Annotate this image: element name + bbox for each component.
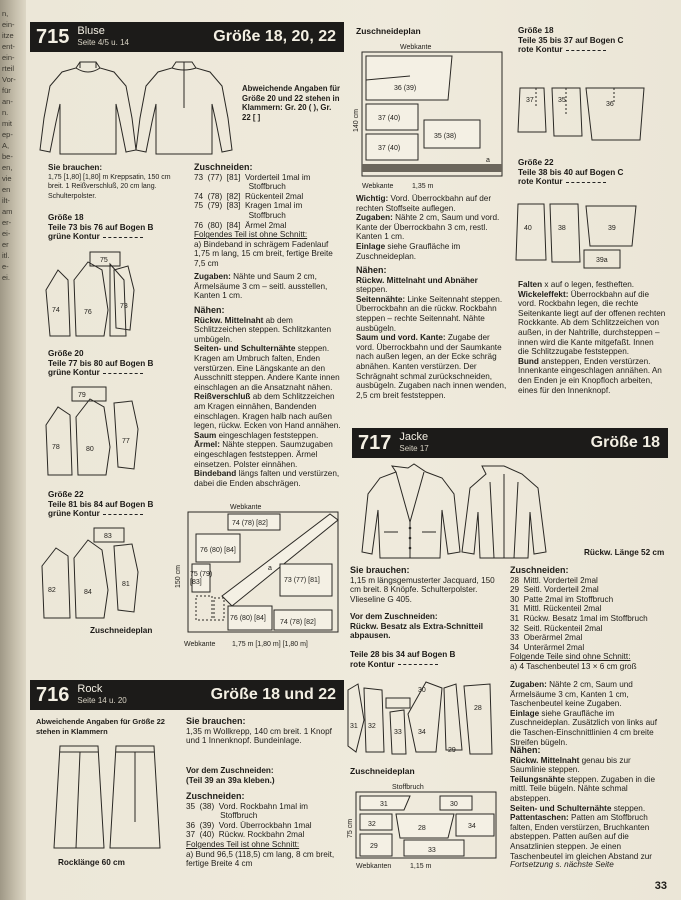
cutting-717 (510, 566, 668, 672)
sewing-step (510, 775, 668, 804)
step-keyword: Seitennähte: (356, 294, 406, 304)
needs-717 (350, 566, 502, 604)
step-text: längs falten und verstürzen, dabei die Enden abschrägen. (194, 469, 340, 488)
step-keyword: Saum (194, 430, 217, 440)
allowance-item (510, 680, 668, 709)
cutting-line: 31 Mittl. Rückenteil 2mal (510, 604, 602, 614)
svg-text:34: 34 (418, 729, 426, 736)
svg-text:31: 31 (380, 801, 388, 808)
jacket-pattern-pieces (346, 680, 502, 758)
plan-width: 1,15 m (410, 863, 432, 870)
gutter-line: e- (2, 262, 9, 271)
gutter-line: ilt- (2, 196, 10, 205)
step-keyword: Rückw. Mittelnaht und Abnäher (356, 275, 478, 285)
plan-edge-top: Webkante (230, 504, 262, 511)
extra-text: a) Bund 96,5 (118,5) cm lang, 8 cm breit, fertige Breite 4 cm (186, 849, 335, 869)
svg-text:33: 33 (394, 729, 402, 736)
cutting-line: Stoffbruch (186, 811, 258, 821)
svg-text:75: 75 (100, 257, 108, 264)
plan-height: 140 cm (353, 109, 360, 132)
cutting-plan-label-715: Zuschneideplan (90, 626, 153, 635)
svg-text:33: 33 (428, 847, 436, 854)
sewing-step (194, 392, 342, 430)
step-text: Nähte 2 cm, Saum und Ärmelsäume 3 cm, Kanten 1 cm, Taschenbeutel keine Zugaben. (510, 680, 633, 709)
plan-edge-top: Stoffbruch (392, 784, 424, 791)
needs-text: 1,15 m längsgemusterter Jacquard, 150 cm breit. 8 Knöpfe. Schulterpolster. Vlieseline G 405. (350, 575, 495, 604)
cutting-715 (194, 163, 342, 269)
pattern-title: Jacke (399, 431, 429, 443)
size-parts: Teile 77 bis 80 auf Bogen B (48, 358, 154, 368)
pattern-pieces-size20 (44, 385, 179, 480)
cutting-line: Stoffbruch (194, 210, 286, 220)
skirt-illustration (54, 742, 164, 854)
needs-title: Sie brauchen: (350, 565, 410, 575)
step-keyword: Einlage (510, 708, 540, 718)
plan-edge-bottom: Webkante (362, 183, 394, 190)
skirt-pattern-pieces-size18 (516, 86, 666, 146)
cutting-plan-title-717: Zuschneideplan (350, 766, 415, 776)
pattern-pieces-size22 (40, 526, 180, 621)
pattern-number: 715 (36, 25, 70, 48)
header-716 (30, 680, 344, 710)
needs-text: 1,35 m Wollkrepp, 140 cm breit. 1 Knopf und 1 Innenknopf. Bundeinlage. (186, 726, 332, 746)
step-text: siehe Graufläche im Zuschneideplan. (356, 241, 461, 261)
svg-text:[83]: [83] (190, 579, 202, 586)
step-text: steppen. (611, 803, 646, 813)
header-717 (352, 428, 668, 458)
size-title: Größe 22 (518, 158, 554, 167)
cutting-line: 73 (77) [81] Vorderteil 1mal im (194, 172, 311, 182)
svg-text:84: 84 (84, 589, 92, 596)
deviation-note-715: Abweichende Angaben für Größe 20 und 22 stehen in Klammern: Gr. 20 ( ), Gr. 22 [ ] (242, 84, 341, 122)
size-contour: rote Kontur (518, 177, 668, 187)
svg-text:76 (80) [84]: 76 (80) [84] (200, 547, 236, 554)
pattern-title: Bluse (77, 25, 105, 37)
sewing-step (510, 756, 668, 775)
step-keyword: Rückw. Mittelnaht (194, 315, 264, 325)
cutting-line: 36 (39) Vord. Überrockbahn 1mal (186, 820, 312, 830)
step-text: steppen. Kragen am Umbruch falten, Enden verstürzen. Eine Längskante an den Ausschnitt steppen. Andere Kante innen einschlagen an die Ansatznaht nähen. (194, 344, 340, 392)
gutter-line: mit (2, 119, 12, 128)
step-text: ab dem Schlitzzeichen steppen. Schlitzkanten umbügeln. (194, 315, 331, 344)
allow-label: Zugaben: (194, 272, 231, 281)
back-length: Rückw. Länge 52 cm (584, 548, 665, 557)
cutting-716 (186, 792, 344, 869)
svg-text:28: 28 (418, 825, 426, 832)
size-title: Größe 18 (518, 26, 554, 35)
sewing-step (194, 316, 342, 345)
pattern-size: Größe 18 und 22 (210, 686, 336, 703)
step-keyword: Bindeband (194, 469, 237, 479)
step-keyword: Pattentaschen: (510, 813, 569, 823)
svg-text:74 (78) [82]: 74 (78) [82] (280, 619, 316, 626)
allowance-item (510, 709, 668, 747)
jacket-illustration (362, 462, 562, 562)
sewing-step (356, 295, 508, 333)
sewing-step (518, 290, 666, 357)
gutter-line: rteil (2, 64, 15, 73)
gutter-line: er- (2, 218, 12, 227)
sewing-steps (356, 276, 508, 401)
extra-text: a) 4 Taschenbeutel 13 × 6 cm groß (510, 661, 637, 671)
svg-text:29: 29 (370, 843, 378, 850)
cutting-list (186, 802, 344, 840)
svg-text:31: 31 (350, 723, 358, 730)
svg-text:76 (80) [84]: 76 (80) [84] (230, 615, 266, 622)
gutter-line: be- (2, 152, 13, 161)
important-notes-716 (356, 194, 508, 261)
needs-715 (48, 163, 186, 201)
step-keyword: Einlage (356, 241, 386, 251)
svg-text:35: 35 (558, 97, 566, 104)
note-item (356, 194, 508, 213)
size-parts: Teile 35 bis 37 auf Bogen C (518, 35, 624, 45)
step-text: Überrockbahn auf die vord. Rockbahn legen, die rechte Seitenkante liegt auf der offenen rechten Rockkante. Ab dem Schlitzzeichen von außen, in der Nahtrille, durchsteppen – innen wird die Kante mitgefaßt. Innen die Schlitzzugabe feststeppen. (518, 289, 666, 357)
sewing-step (356, 276, 508, 295)
svg-text:36: 36 (606, 101, 614, 108)
size-contour: grüne Kontur (48, 368, 188, 378)
step-keyword: Bund (518, 356, 539, 366)
plan-width: 1,35 m (412, 183, 434, 190)
allowances-715 (194, 272, 342, 301)
svg-text:39a: 39a (596, 257, 608, 264)
size-parts: Teile 73 bis 76 auf Bogen B (48, 222, 154, 232)
gutter-line: en (2, 185, 11, 194)
gutter-line: itl. (2, 251, 10, 260)
gutter-line: für (2, 86, 11, 95)
gutter-line: n. (2, 108, 9, 117)
svg-text:30: 30 (450, 801, 458, 808)
pattern-pieces-size18 (44, 250, 179, 340)
step-text: ansteppen, Enden verstürzen. Innenkante eingeschlagen annähen. An den Enden je ein Knopfloch arbeiten, eines für den Innenknopf. (518, 356, 662, 395)
previous-page-text (2, 8, 24, 283)
size-contour: grüne Kontur (48, 509, 188, 519)
size-title: Größe 20 (48, 349, 84, 358)
continued-note: Fortsetzung s. nächste Seite (510, 860, 614, 869)
svg-text:28: 28 (474, 705, 482, 712)
pre-title: Vor dem Zuschneiden: (350, 612, 438, 621)
gutter-line: an- (2, 97, 13, 106)
sewing-step (194, 440, 342, 469)
step-text: Linke Seitennaht steppen. Überrockbahn an die rückw. Rockbahn steppen – rechte Seitennaht. Nähte ausbügeln. (356, 294, 503, 333)
svg-text:40: 40 (524, 225, 532, 232)
plan-edge-bottom: Webkante (184, 641, 216, 648)
svg-text:34: 34 (468, 823, 476, 830)
step-keyword: Reißverschluß (194, 392, 251, 402)
svg-text:37: 37 (526, 97, 534, 104)
cutting-plan-716 (352, 40, 512, 192)
svg-text:73: 73 (120, 303, 128, 310)
gutter-line: ei- (2, 229, 11, 238)
gutter-line: n, (2, 9, 9, 18)
svg-text:38: 38 (558, 225, 566, 232)
sewing-716-continued (518, 280, 666, 395)
sewing-715 (194, 306, 342, 488)
gutter-line: itze (2, 31, 14, 40)
svg-text:83: 83 (104, 533, 112, 540)
gutter-line: ei. (2, 273, 10, 282)
sewing-step (194, 431, 342, 441)
step-text: steppen. Zugaben in die mittl. Teile bügeln. Nähte schmal absteppen. (510, 774, 656, 803)
step-keyword: Zugaben: (510, 680, 547, 689)
step-keyword: Rückw. Mittelnaht (510, 755, 580, 765)
cutting-title: Zuschneiden: (510, 565, 569, 575)
cutting-title: Zuschneiden: (186, 791, 245, 801)
cutting-line: 75 (79) [83] Kragen 1mal im (194, 201, 303, 211)
pattern-pages: Seite 14 u. 20 (77, 696, 127, 705)
sewing-step (518, 357, 666, 395)
gutter-line: am (2, 207, 13, 216)
step-text: Vord. Überrockbahn auf der rechten Stoffseite auflegen. (356, 194, 492, 213)
step-keyword: Ärmel: (194, 440, 220, 450)
cutting-plan-715 (175, 500, 344, 648)
needs-title: Sie brauchen: (186, 716, 246, 726)
extra-title: Folgende Teile sind ohne Schnitt: (510, 652, 631, 662)
size-parts: Teile 28 bis 34 auf Bogen B (350, 650, 456, 659)
cutting-line: 74 (78) [82] Rückenteil 2mal (194, 191, 304, 201)
svg-text:77: 77 (122, 438, 130, 445)
step-text: Nähte 2 cm, Saum und vord. Kante der Überrockbahn 3 cm, restl. Kanten 1 cm. (356, 213, 500, 242)
pre-cut-717 (350, 612, 502, 641)
sewing-step (194, 344, 342, 392)
step-text: Zugabe der vord. Überrockbahn und der Saumkante nach außen legen, an der Ecke schräg abnähen. Kanten verstürzen. Der Schrägnaht schmal zurückschneiden, ausbügeln. Zugaben nach innen wenden, 2,5 cm breit feststeppen. (356, 333, 507, 400)
allowances-717 (510, 680, 668, 747)
gutter-line: ep- (2, 130, 13, 139)
svg-text:74: 74 (52, 307, 60, 314)
sewing-steps (510, 756, 668, 862)
gutter-line: vie (2, 174, 12, 183)
svg-text:32: 32 (368, 723, 376, 730)
svg-text:36 (39): 36 (39) (394, 85, 417, 92)
gutter-line: A, (2, 141, 10, 150)
size20-label-715 (48, 349, 188, 378)
gutter-line: Vor- (2, 75, 16, 84)
step-text: Nähte steppen. Saumzugaben eingeschlagen feststeppen. Ärmel einsetzen. Polster einnähen. (194, 440, 333, 469)
step-keyword: Wickeleffekt: (518, 289, 569, 299)
sewing-step (510, 804, 668, 814)
needs-text: 1,75 [1,80] [1,80] m Kreppsatin, 150 cm breit. 1 Reißverschluß, 20 cm lang. Schulterpolster. (48, 173, 171, 200)
plan-height: 75 cm (347, 818, 354, 838)
step-keyword: Falten (518, 280, 543, 289)
plan-height: 150 cm (175, 565, 182, 588)
size-parts: Teile 38 bis 40 auf Bogen C (518, 167, 624, 177)
cutting-line: 34 Unterärmel 2mal (510, 642, 585, 652)
sewing-title: Nähen: (510, 745, 541, 755)
cutting-line: 76 (80) [84] Ärmel 2mal (194, 220, 287, 230)
step-keyword: Teilungsnähte (510, 774, 565, 784)
step-text: siehe Graufläche im Zuschneideplan. Zusätzlich von links auf die Taschen-Einschnittlinien 4 cm breite Streifen bügeln. (510, 708, 657, 747)
svg-text:30: 30 (418, 687, 426, 694)
plan-edge-bottom: Webkanten (356, 863, 392, 870)
svg-text:a: a (486, 157, 490, 164)
cutting-line: 29 Seitl. Vorderteil 2mal (510, 585, 599, 595)
gutter-line: er (2, 240, 9, 249)
cutting-line: Stoffbruch (194, 182, 286, 192)
cutting-line: 28 Mittl. Vorderteil 2mal (510, 575, 598, 585)
svg-text:78: 78 (52, 444, 60, 451)
extra-title: Folgendes Teil ist ohne Schnitt: (194, 230, 308, 240)
size-title: Größe 22 (48, 490, 84, 499)
pattern-pages: Seite 17 (399, 444, 429, 453)
cutting-line: 37 (40) Rückw. Rockbahn 2mal (186, 830, 305, 840)
svg-text:75 (79): 75 (79) (190, 571, 213, 578)
size-contour: rote Kontur (518, 45, 668, 55)
needs-716 (186, 717, 344, 746)
gutter-line: en, (2, 163, 13, 172)
step-keyword: Seiten- und Schulternähte (194, 344, 296, 354)
size22-label-716 (518, 158, 668, 187)
pattern-size: Größe 18, 20, 22 (213, 28, 336, 45)
gutter-line: ent- (2, 42, 15, 51)
sewing-step (518, 280, 666, 290)
sewing-716 (356, 266, 508, 400)
step-text: ab dem Schlitzzeichen am Kragen einnähen, Bandenden einschlagen. Kragen halb nach außen legen, rückw. Ecken von Hand annähen. (194, 392, 341, 431)
step-text: x auf o legen, festheften. (542, 280, 635, 289)
extra-title: Folgendes Teil ist ohne Schnitt: (186, 839, 300, 849)
size-contour: grüne Kontur (48, 232, 188, 242)
size-title: Größe 18 (48, 213, 84, 222)
pattern-number: 717 (358, 431, 392, 454)
extra-text: a) Bindeband in schrägem Fadenlauf 1,75 m lang, 15 cm breit, fertige Breite 7,5 cm (194, 239, 333, 268)
size-parts: Teile 81 bis 84 auf Bogen B (48, 499, 154, 509)
size18-label-716 (518, 26, 668, 55)
plan-edge-top: Webkante (400, 44, 432, 51)
svg-text:37 (40): 37 (40) (378, 115, 401, 122)
step-text: genau bis zur Saumlinie steppen. (510, 755, 631, 775)
blouse-illustration (40, 58, 240, 163)
sewing-title: Nähen: (356, 265, 387, 275)
note-item (356, 242, 508, 261)
svg-text:80: 80 (86, 446, 94, 453)
step-text: steppen. (356, 285, 388, 295)
svg-text:76: 76 (84, 309, 92, 316)
svg-text:74 (78) [82]: 74 (78) [82] (232, 520, 268, 527)
note-item (356, 213, 508, 242)
cutting-line: 31 Rückw. Besatz 1mal im Stoffbruch (510, 613, 648, 623)
svg-text:79: 79 (78, 392, 86, 399)
skirt-pattern-pieces-size22 (514, 200, 670, 272)
step-text: eingeschlagen feststeppen. (216, 430, 319, 440)
svg-text:32: 32 (368, 821, 376, 828)
sewing-step (510, 813, 668, 861)
svg-text:82: 82 (48, 587, 56, 594)
svg-text:35 (38): 35 (38) (434, 133, 457, 140)
gutter-line: ein- (2, 20, 15, 29)
cutting-list (194, 173, 342, 231)
parts-717 (350, 650, 502, 669)
cutting-line: 35 (38) Vord. Rockbahn 1mal im (186, 801, 308, 811)
cutting-line: 30 Patte 2mal im Stoffbruch (510, 594, 614, 604)
pre-cut-716 (186, 766, 344, 785)
sewing-717 (510, 746, 668, 861)
cutting-plan-title-716: Zuschneideplan (356, 26, 421, 36)
size18-label-715 (48, 213, 188, 242)
cutting-plan-717 (344, 780, 504, 872)
step-text: Patten am Stoffbruch falten, Enden verstürzen, Bruchkanten absteppen. Patten außen auf die Ansatzlinien steppen. Je einen Taschenbeutel im gleichen Abstand zur (510, 813, 653, 861)
deviation-note-716: Abweichende Angaben für Größe 22 stehen in Klammern (36, 717, 165, 736)
needs-title: Sie brauchen: (48, 163, 103, 172)
step-keyword: Saum und vord. Kante: (356, 333, 446, 343)
size-contour: rote Kontur (350, 660, 502, 670)
pre-text: (Teil 39 an 39a kleben.) (186, 775, 275, 785)
size22-label-715 (48, 490, 188, 519)
sewing-title: Nähen: (194, 305, 225, 315)
plan-width: 1,75 m [1,80 m] [1,80 m] (232, 641, 308, 648)
pattern-size: Größe 18 (590, 434, 660, 451)
svg-text:73 (77) [81]: 73 (77) [81] (284, 577, 320, 584)
cutting-line: 32 Seitl. Rückenteil 2mal (510, 623, 603, 633)
step-keyword: Zugaben: (356, 213, 393, 223)
svg-text:29: 29 (448, 747, 456, 754)
pattern-pages: Seite 4/5 u. 14 (77, 38, 129, 47)
pre-text: Rückw. Besatz als Extra-Schnitteil abpausen. (350, 621, 484, 641)
svg-text:39: 39 (608, 225, 616, 232)
gutter-line: ein- (2, 53, 15, 62)
svg-text:37 (40): 37 (40) (378, 145, 401, 152)
cutting-line: 33 Oberärmel 2mal (510, 633, 583, 643)
header-715 (30, 22, 344, 52)
pattern-number: 716 (36, 683, 70, 706)
step-keyword: Wichtig: (356, 194, 389, 203)
svg-text:a: a (268, 565, 272, 572)
sewing-steps (194, 316, 342, 489)
sewing-step (194, 469, 342, 488)
cutting-list (510, 576, 668, 653)
cutting-title: Zuschneiden: (194, 162, 253, 172)
svg-text:81: 81 (122, 581, 130, 588)
sewing-step (356, 333, 508, 400)
skirt-length: Rocklänge 60 cm (58, 858, 125, 867)
pattern-title: Rock (77, 683, 103, 695)
page-number: 33 (654, 880, 667, 892)
allow-text: Nähte und Saum 2 cm, Ärmelsäume 3 cm – seitl. ausstellen, Kanten 1 cm. (194, 272, 328, 301)
pre-title: Vor dem Zuschneiden: (186, 766, 274, 775)
step-keyword: Seiten- und Schulternähte (510, 803, 612, 813)
